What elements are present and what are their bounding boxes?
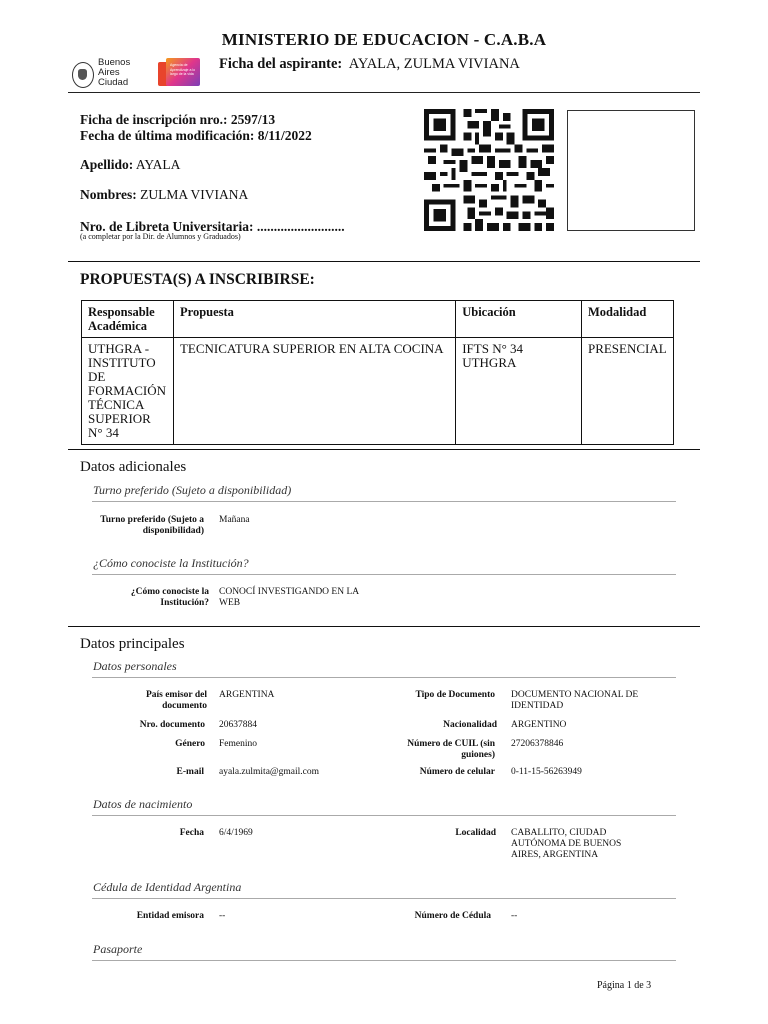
pasaporte-subtitle: Pasaporte bbox=[93, 942, 143, 956]
section-divider bbox=[68, 261, 700, 262]
genero-key: Género bbox=[175, 739, 205, 749]
col-header-propuesta: Propuesta bbox=[173, 301, 455, 338]
localidad-key: Localidad bbox=[455, 828, 496, 838]
col-header-ubicacion: Ubicación bbox=[456, 301, 582, 338]
qr-code-icon bbox=[424, 108, 554, 232]
email-key: E-mail bbox=[176, 767, 204, 777]
como-subtitle: ¿Cómo conociste la Institución? bbox=[93, 556, 249, 570]
libreta-note: (a completar por la Dir. de Alumnos y Graduados) bbox=[80, 232, 241, 241]
logo-city-line: Buenos bbox=[98, 57, 131, 68]
subsection-divider bbox=[92, 501, 676, 502]
nacionalidad-value: ARGENTINO bbox=[511, 720, 567, 730]
tipo-doc-key: Tipo de Documento bbox=[415, 690, 495, 700]
tipo-doc-value: DOCUMENTO NACIONAL DE IDENTIDAD bbox=[511, 690, 639, 711]
ficha-aspirante bbox=[219, 56, 520, 73]
libreta-value: .......................... bbox=[256, 219, 345, 234]
inscripcion-line bbox=[80, 112, 275, 128]
modificacion-label: Fecha de última modificación: bbox=[80, 128, 255, 143]
turno-subtitle: Turno preferido (Sujeto a disponibilidad) bbox=[93, 483, 292, 497]
table-header-row bbox=[82, 301, 674, 338]
nro-doc-key: Nro. documento bbox=[139, 720, 205, 730]
genero-value: Femenino bbox=[219, 739, 257, 749]
subsection-divider bbox=[92, 960, 676, 961]
table-row bbox=[82, 338, 674, 445]
inscripcion-value: 2597/13 bbox=[230, 112, 276, 127]
pais-value: ARGENTINA bbox=[219, 690, 275, 700]
nombres-value: ZULMA VIVIANA bbox=[140, 187, 249, 202]
agency-logo bbox=[158, 58, 204, 88]
propuestas-table bbox=[81, 300, 674, 445]
buenos-aires-logo bbox=[70, 58, 150, 92]
principales-title: Datos principales bbox=[80, 636, 185, 652]
section-divider bbox=[68, 449, 700, 450]
nro-cedula-value: -- bbox=[511, 911, 518, 921]
fecha-key: Fecha bbox=[179, 828, 204, 838]
modificacion-line bbox=[80, 128, 312, 144]
agency-logo-text: Agencia de Aprendizaje a lo largo de la vida bbox=[170, 63, 196, 76]
celular-value: 0-11-15-56263949 bbox=[511, 767, 582, 777]
ministry-title: MINISTERIO DE EDUCACION - C.A.B.A bbox=[221, 30, 547, 49]
como-key: ¿Cómo conociste la Institución? bbox=[130, 587, 209, 608]
section-divider bbox=[68, 626, 700, 627]
como-value: CONOCÍ INVESTIGANDO EN LA WEB bbox=[219, 587, 359, 608]
celular-key: Número de celular bbox=[419, 767, 495, 777]
cell-responsable: UTHGRA - INSTITUTO DE FORMACIÓN TÉCNICA SUPERIOR N° 34 bbox=[82, 338, 174, 445]
header-divider bbox=[68, 92, 700, 93]
propuestas-title: PROPUESTA(S) A INSCRIBIRSE: bbox=[80, 271, 315, 288]
adicionales-title: Datos adicionales bbox=[80, 459, 187, 475]
libreta-label: Nro. de Libreta Universitaria: bbox=[80, 219, 254, 234]
cedula-subtitle: Cédula de Identidad Argentina bbox=[93, 880, 242, 894]
nro-cedula-key: Número de Cédula bbox=[414, 911, 491, 921]
cell-modalidad: PRESENCIAL bbox=[581, 338, 673, 445]
turno-value: Mañana bbox=[219, 515, 250, 525]
email-value: ayala.zulmita@gmail.com bbox=[219, 767, 320, 777]
logo-city-line: Ciudad bbox=[98, 77, 129, 88]
nacimiento-subtitle: Datos de nacimiento bbox=[93, 797, 193, 811]
apellido-value: AYALA bbox=[135, 157, 181, 172]
nombres-label: Nombres: bbox=[80, 187, 137, 202]
page-number: Página 1 de 3 bbox=[597, 980, 652, 991]
nombres-line bbox=[80, 187, 248, 203]
cuil-value: 27206378846 bbox=[511, 739, 564, 749]
subsection-divider bbox=[92, 898, 676, 899]
city-shield-icon bbox=[72, 62, 94, 88]
personales-subtitle: Datos personales bbox=[93, 659, 177, 673]
nro-doc-value: 20637884 bbox=[219, 720, 257, 730]
nacionalidad-key: Nacionalidad bbox=[443, 720, 497, 730]
cuil-key: Número de CUIL (sin guiones) bbox=[407, 739, 495, 760]
apellido-label: Apellido: bbox=[80, 157, 134, 172]
photo-box bbox=[567, 110, 695, 231]
modificacion-value: 8/11/2022 bbox=[257, 128, 312, 143]
cell-ubicacion: IFTS N° 34 UTHGRA bbox=[456, 338, 582, 445]
ficha-name: AYALA, ZULMA VIVIANA bbox=[348, 56, 520, 72]
apellido-line bbox=[80, 157, 180, 173]
entidad-key: Entidad emisora bbox=[136, 911, 204, 921]
subsection-divider bbox=[92, 677, 676, 678]
pais-key: País emisor del documento bbox=[145, 690, 207, 711]
fecha-value: 6/4/1969 bbox=[219, 828, 253, 838]
entidad-value: -- bbox=[219, 911, 226, 921]
col-header-responsable: Responsable Académica bbox=[82, 301, 174, 338]
subsection-divider bbox=[92, 574, 676, 575]
ficha-label: Ficha del aspirante: bbox=[219, 56, 343, 72]
subsection-divider bbox=[92, 815, 676, 816]
inscripcion-label: Ficha de inscripción nro.: bbox=[80, 112, 228, 127]
cell-propuesta: TECNICATURA SUPERIOR EN ALTA COCINA bbox=[173, 338, 455, 445]
localidad-value: CABALLITO, CIUDAD AUTÓNOMA DE BUENOS AIRES, ARGENTINA bbox=[511, 828, 622, 860]
logo-city-line: Aires bbox=[98, 67, 120, 78]
turno-key: Turno preferido (Sujeto a disponibilidad) bbox=[100, 515, 204, 536]
col-header-modalidad: Modalidad bbox=[581, 301, 673, 338]
